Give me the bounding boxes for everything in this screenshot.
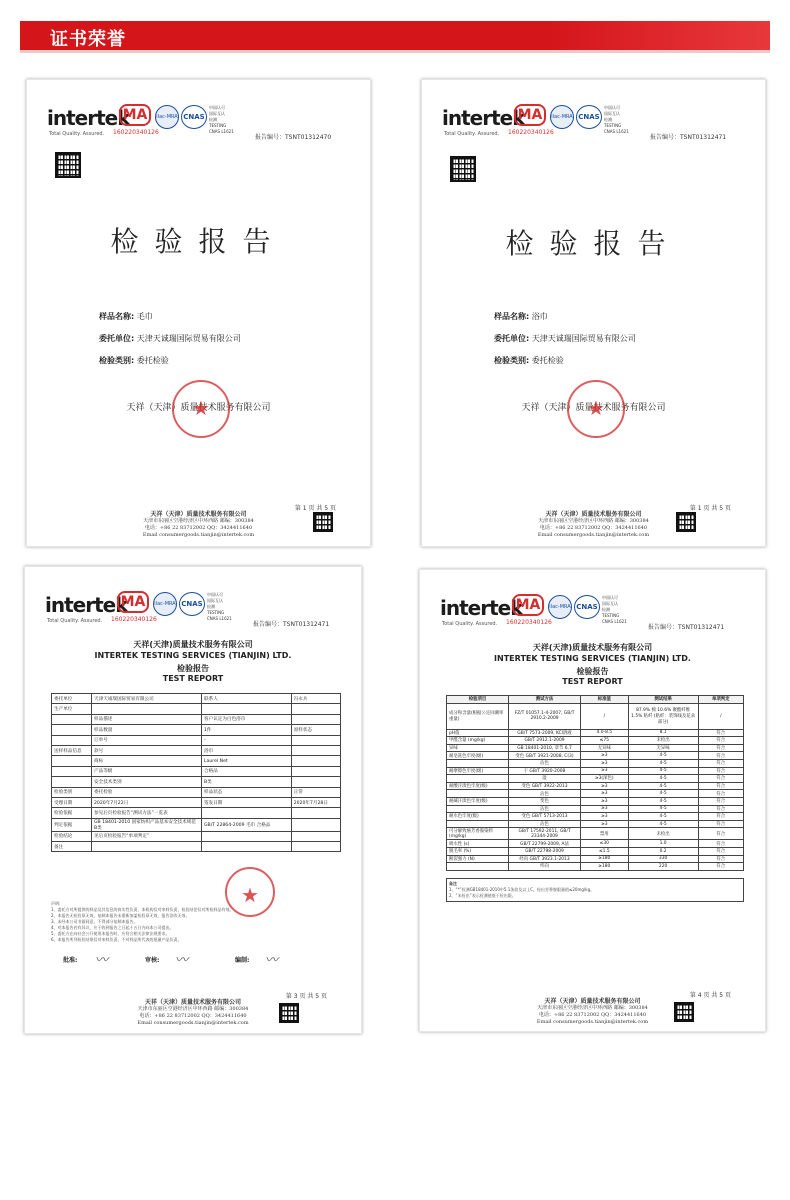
table-cell <box>447 775 509 783</box>
table-row <box>447 782 744 790</box>
table-cell: 330 <box>628 855 698 863</box>
editor-label: 编制: <box>235 957 250 964</box>
table-cell: GB 18401-2010 国家纺织产品基本安全技术规范 B类 <box>92 818 202 831</box>
table-cell: 委托检验 <box>92 787 202 797</box>
table-cell: 无异味 <box>581 744 629 752</box>
table-cell <box>202 831 292 841</box>
issuer-company: 天祥（天津）质量技术服务有限公司 <box>126 403 271 413</box>
table-cell: 成分和含量(根据公定回潮率重量) <box>447 703 509 729</box>
table-cell: 符合 <box>698 737 743 745</box>
table-row <box>447 775 744 783</box>
table-cell: 耐酸汗渍色牢度(级) <box>447 782 509 790</box>
table-row <box>52 842 341 852</box>
table-cell: 客户认定为白色浴巾 <box>202 714 292 724</box>
ma-number: 160220340126 <box>111 616 157 623</box>
table-cell: 脱毛率 (%) <box>447 847 509 855</box>
table-cell <box>92 842 202 852</box>
table-cell: 耐碱汗渍色牢度(级) <box>447 797 509 805</box>
ma-mark-icon: MA <box>119 104 151 126</box>
report-footer: 天祥（天津）质量技术服务有限公司 天津市东丽区空港经济区中环西路 邮编：300384 电话：+86 22 83712002 QQ：3424411640 Email consumergoods.tianjin@intertek.com <box>536 998 649 1025</box>
table-cell: 沾色 <box>509 820 581 828</box>
intertek-tagline: Total Quality. Assured. <box>444 131 500 137</box>
table-cell: 合格品 <box>202 766 292 776</box>
test-results-table <box>446 695 744 871</box>
table-cell: 可分解致癌芳香胺染料(mg/kg) <box>447 828 509 840</box>
table-row <box>447 847 744 855</box>
table-cell: 无异味 <box>628 744 698 752</box>
ilac-mra-icon: ilac-MRA <box>155 105 179 129</box>
table-cell: 符合 <box>698 797 743 805</box>
editor-signature: 〰︎ <box>265 953 279 968</box>
table-cell: ≥3 <box>581 759 629 767</box>
table-cell: ≥3 <box>581 805 629 813</box>
footer-qr-icon <box>313 512 333 532</box>
report-title: 检验报告 <box>505 227 682 260</box>
table-row <box>52 787 341 797</box>
table-cell <box>52 725 92 735</box>
table-cell: 纬向 <box>509 863 581 871</box>
cover-fields: 样品名称: 浴巾 委托单位: 天津天诚瑞国际贸易有限公司 检验类别: 委托检验 <box>494 312 636 365</box>
table-row <box>52 694 341 704</box>
table-cell: ≤75 <box>581 737 629 745</box>
test-type: 委托检验 <box>531 356 564 365</box>
table-cell: GB/T 7573-2009, KCl溶液 <box>509 729 581 737</box>
table-cell: 沾色 <box>509 759 581 767</box>
table-cell: 符合 <box>698 820 743 828</box>
table-cell: 未检出 <box>628 737 698 745</box>
table-cell: 2020年7月22日 <box>92 797 202 807</box>
report-header-logos <box>440 592 740 632</box>
cnas-icon: CNAS <box>574 595 600 619</box>
table-row <box>52 797 341 807</box>
intertek-logo: intertek <box>442 106 525 130</box>
table-cell <box>291 745 340 755</box>
client-name: 天津天诚瑞国际贸易有限公司 <box>136 334 241 343</box>
table-cell: ≥180 <box>581 855 629 863</box>
table-cell: GB/T 22799-2009, A法 <box>509 840 581 848</box>
table-row <box>52 735 341 745</box>
table-cell <box>291 808 340 818</box>
report-footer: 天祥（天津）质量技术服务有限公司 天津市东丽区空港经济区中环西路 邮编：300384 电话：+86 22 83712002 QQ：3424411640 Email consumergoods.tianjin@intertek.com <box>537 511 650 538</box>
report-company-en: INTERTEK TESTING SERVICES (TIANJIN) LTD. <box>94 651 292 660</box>
table-cell: 4-5 <box>628 805 698 813</box>
table-cell: 符合 <box>698 813 743 821</box>
footer-qr-icon <box>676 512 696 532</box>
table-row <box>52 756 341 766</box>
table-cell: ≤1.5 <box>581 847 629 855</box>
qr-code-icon <box>55 152 81 178</box>
table-cell <box>52 714 92 724</box>
table-cell: 见后页检验报告“单项判定” <box>92 831 202 841</box>
table-cell: 正常 <box>291 787 340 797</box>
company-seal-icon <box>172 380 230 438</box>
report-title-cn: 检验报告 <box>576 667 609 676</box>
table-cell: ≥3 <box>581 782 629 790</box>
table-cell: GB 18401-2010, 章节 6.7 <box>509 744 581 752</box>
table-row <box>52 766 341 776</box>
table-row <box>52 714 341 724</box>
table-cell: 冯永兵 <box>291 694 340 704</box>
table-cell: GB/T 2912.1-2009 <box>509 737 581 745</box>
report-company-en: INTERTEK TESTING SERVICES (TIANJIN) LTD. <box>494 654 691 663</box>
table-cell: 经向 GB/T 3923.1-2013 <box>509 855 581 863</box>
table-row <box>52 725 341 735</box>
table-row <box>447 703 744 729</box>
test-type: 委托检验 <box>136 356 169 365</box>
table-cell: 变色 <box>509 797 581 805</box>
table-cell: 符合 <box>698 805 743 813</box>
table-cell: 符合 <box>698 863 743 871</box>
table-row <box>447 820 744 828</box>
table-cell <box>447 863 509 871</box>
table-cell <box>52 766 92 776</box>
table-cell: 符合 <box>698 759 743 767</box>
certificate-cover-towel[interactable] <box>26 79 371 547</box>
table-cell: 原样状态 <box>291 725 340 735</box>
table-cell: ≥3 <box>581 820 629 828</box>
table-cell <box>52 777 92 787</box>
cnas-icon: CNAS <box>576 105 602 129</box>
table-row <box>447 752 744 760</box>
table-cell: 符合 <box>698 855 743 863</box>
table-cell <box>291 818 340 831</box>
table-row <box>447 840 744 848</box>
table-cell: 4-5 <box>628 797 698 805</box>
table-cell: GB/T 17592-2011, GB/T 23344-2009 <box>509 828 581 840</box>
cnas-icon: CNAS <box>181 105 207 129</box>
table-cell: ≥3 <box>581 797 629 805</box>
table-cell: ≥3 <box>581 752 629 760</box>
table-cell: 断裂强力 (N) <box>447 855 509 863</box>
table-row <box>52 704 341 714</box>
table-cell: ≥3(深色) <box>581 775 629 783</box>
report-title-en: TEST REPORT <box>162 674 224 683</box>
results-remarks: 备注 1、“*”检测GB18401-2010中5.1条款及以上C，检出芳香胺限量值≤20mg/kg。 2、“未检出”表示检测值低于检出限。 <box>446 878 744 902</box>
table-cell: 送样样品信息 <box>52 745 92 755</box>
table-row <box>52 745 341 755</box>
report-company-cn: 天祥(天津)质量技术服务有限公司 <box>133 640 253 649</box>
table-cell: 4.0-8.5 <box>581 729 629 737</box>
cover-fields: 样品名称: 毛巾 委托单位: 天津天诚瑞国际贸易有限公司 检验类别: 委托检验 <box>99 312 241 365</box>
table-cell: 变色 GB/T 5713-2013 <box>509 813 581 821</box>
table-row <box>52 777 341 787</box>
table-cell: 判定依据 <box>52 818 92 831</box>
table-cell: pH值 <box>447 729 509 737</box>
table-cell: 样品状态 <box>202 787 292 797</box>
table-cell: 受理日期 <box>52 797 92 807</box>
table-cell: 干 GB/T 3920-2008 <box>509 767 581 775</box>
table-row <box>447 813 744 821</box>
table-cell: 87.9% 棉 10.6% 聚酯纤维 1.5% 粘纤 (粘纤：装饰线及花朵部分) <box>628 703 698 729</box>
table-cell <box>291 831 340 841</box>
table-cell: 4-5 <box>628 813 698 821</box>
table-cell <box>202 704 292 714</box>
table-cell: 生产单位 <box>52 704 92 714</box>
table-cell: 检验依据 <box>52 808 92 818</box>
banner-title: 证书荣誉 <box>50 29 126 50</box>
ilac-mra-icon: ilac-MRA <box>550 105 574 129</box>
table-cell: 耐摩擦色牢度(级) <box>447 767 509 775</box>
report-header-logos <box>45 589 345 629</box>
ilac-mra-icon: ilac-MRA <box>548 595 572 619</box>
table-cell: 符合 <box>698 744 743 752</box>
table-cell: B类 <box>202 777 292 787</box>
table-cell: 样品描述 <box>92 714 202 724</box>
table-cell <box>52 756 92 766</box>
table-row <box>447 828 744 840</box>
table-cell: ≥3 <box>581 790 629 798</box>
table-header-cell: 测试结果 <box>628 696 698 704</box>
table-cell: 商标 <box>92 756 202 766</box>
table-header-cell: 测试方法 <box>509 696 581 704</box>
table-cell: 符合 <box>698 840 743 848</box>
table-row <box>447 744 744 752</box>
table-cell: 0.2 <box>628 847 698 855</box>
table-cell: 联系人 <box>202 694 292 704</box>
table-cell <box>291 735 340 745</box>
report-number: 报告编号：TSNT01312471 <box>253 621 330 628</box>
table-cell <box>52 735 92 745</box>
table-row <box>447 767 744 775</box>
intertek-logo: intertek <box>45 593 128 617</box>
table-cell <box>447 820 509 828</box>
footer-qr-icon <box>279 1003 299 1023</box>
table-cell: ≥3 <box>581 813 629 821</box>
table-cell <box>202 808 292 818</box>
cnas-text: 中国认可 国际互认 检测 TESTING CNAS L1621 <box>602 595 627 624</box>
page-number: 第 4 页 共 5 页 <box>689 992 731 999</box>
company-seal-icon <box>567 380 625 438</box>
table-row <box>447 759 744 767</box>
sample-name: 浴巾 <box>531 312 548 321</box>
table-row <box>447 863 744 871</box>
report-number: 报告编号：TSNT01312471 <box>650 134 727 141</box>
table-cell: 产品等级 <box>92 766 202 776</box>
ma-mark-icon: MA <box>512 594 544 616</box>
table-cell: 4-5 <box>628 820 698 828</box>
table-cell: Laurel Net <box>202 756 292 766</box>
report-title-en: TEST REPORT <box>562 677 623 686</box>
intertek-logo: intertek <box>47 106 130 130</box>
table-cell: 2020年7月28日 <box>291 797 340 807</box>
table-cell: 湿 <box>509 775 581 783</box>
table-header-row <box>447 696 744 704</box>
test-report-results-page[interactable] <box>419 569 766 1032</box>
table-row <box>447 729 744 737</box>
table-cell: 符合 <box>698 775 743 783</box>
table-cell: ≥3 <box>581 767 629 775</box>
test-report-info-page[interactable] <box>24 566 362 1034</box>
table-cell: ≥180 <box>581 863 629 871</box>
table-cell <box>291 714 340 724</box>
table-cell: 浴巾 <box>202 745 292 755</box>
intertek-logo: intertek <box>440 596 523 620</box>
reviewer-label: 审核: <box>145 957 160 964</box>
statement-notes: 声明: 1、委托方对所提供的样品及其信息的真实性负责，本机构仅对来样负责，检验结论仅对所检样品有效。 2、本报告无检验章无效，复制本报告未重新加盖检验章无效，报告涂改无效。 3、未经本公司书面同意，不得部分复制本报告。 4、对本报告若有异议，应于收到报告之日起十五日内向本公司提出。 5、委托方在向社会公开使用本报告时，应符合相关法律法规要求。 6、本报告所列检验结果仅对来样负责，不对样品所代表的批量产品负责。 <box>51 901 234 942</box>
table-cell: 变色 GB/T 3922-2013 <box>509 782 581 790</box>
table-cell <box>291 756 340 766</box>
table-cell: 吸水性 (s) <box>447 840 509 848</box>
footer-qr-icon <box>674 1002 694 1022</box>
page-number: 第 1 页 共 5 页 <box>689 505 731 512</box>
report-footer: 天祥（天津）质量技术服务有限公司 天津市东丽区空港经济区中环西路 邮编：300384 电话：+86 22 83712002 QQ：3424411640 Email consumergoods.tianjin@intertek.com <box>137 999 249 1026</box>
table-row <box>52 808 341 818</box>
table-cell: 样品数量 <box>92 725 202 735</box>
table-cell: ≤30 <box>581 840 629 848</box>
cnas-text: 中国认可 国际互认 检测 TESTING CNAS L1621 <box>209 105 234 134</box>
table-cell: 甲醛含量 (mg/kg) <box>447 737 509 745</box>
certificate-cover-bath-towel[interactable] <box>421 79 766 547</box>
table-cell: 1.0 <box>628 840 698 848</box>
report-header-logos <box>47 102 347 142</box>
table-cell: 4-5 <box>628 790 698 798</box>
table-cell <box>291 704 340 714</box>
table-cell: 符合 <box>698 767 743 775</box>
page-number: 第 3 页 共 5 页 <box>285 993 327 1000</box>
table-cell: 符合 <box>698 790 743 798</box>
page-number: 第 1 页 共 5 页 <box>294 505 336 512</box>
table-cell: 符合 <box>698 847 743 855</box>
ilac-mra-icon: ilac-MRA <box>153 592 177 616</box>
table-cell: 款号 <box>92 745 202 755</box>
table-cell: 1件 <box>202 725 292 735</box>
ma-number: 160220340126 <box>506 619 552 626</box>
client-name: 天津天诚瑞国际贸易有限公司 <box>531 334 636 343</box>
table-cell: 8.1 <box>628 729 698 737</box>
cnas-text: 中国认可 国际互认 检测 TESTING CNAS L1621 <box>604 105 629 134</box>
reviewer-signature: 〰︎ <box>175 953 189 968</box>
table-cell: 耐水色牢度(级) <box>447 813 509 821</box>
table-cell: / <box>698 703 743 729</box>
table-cell: 4-5 <box>628 752 698 760</box>
intertek-tagline: Total Quality. Assured. <box>442 621 498 627</box>
table-cell: / <box>581 703 629 729</box>
report-title: 检验报告 <box>110 225 287 258</box>
approver-signature: 〰︎ <box>95 953 109 968</box>
ma-number: 160220340126 <box>113 129 159 136</box>
table-cell: 符合 <box>698 828 743 840</box>
table-row <box>447 855 744 863</box>
report-title-cn: 检验报告 <box>177 664 209 673</box>
table-cell: 订单号 <box>92 735 202 745</box>
table-cell: - <box>202 735 292 745</box>
table-cell: 参见后页检验报告“测试方法”一览表 <box>92 808 202 818</box>
report-footer: 天祥（天津）质量技术服务有限公司 天津市东丽区空港经济区中环西路 邮编：300384 电话：+86 22 83712002 QQ：3424411640 Email consumergoods.tianjin@intertek.com <box>142 511 255 538</box>
approver-label: 批准: <box>63 957 78 964</box>
qr-code-icon <box>450 156 476 182</box>
table-header-cell: 检验项目 <box>447 696 509 704</box>
table-row <box>447 805 744 813</box>
table-cell <box>447 805 509 813</box>
table-cell: 耐皂洗色牢度(级) <box>447 752 509 760</box>
intertek-tagline: Total Quality. Assured. <box>49 131 105 137</box>
issuer-company: 天祥（天津）质量技术服务有限公司 <box>521 403 666 413</box>
report-number: 报告编号：TSNT01312470 <box>255 134 332 141</box>
cnas-text: 中国认可 国际互认 检测 TESTING CNAS L1621 <box>207 592 232 621</box>
table-cell: 4-5 <box>628 767 698 775</box>
section-banner <box>20 21 770 53</box>
sample-name: 毛巾 <box>136 312 153 321</box>
table-cell <box>92 704 202 714</box>
table-cell: 变色 GB/T 3921-2008, C(3) <box>509 752 581 760</box>
table-cell: GB/T 22864-2009 毛巾 合格品 <box>202 818 292 831</box>
table-cell: 委托单位 <box>52 694 92 704</box>
table-row <box>447 737 744 745</box>
table-cell <box>291 766 340 776</box>
table-cell: 4-5 <box>628 759 698 767</box>
table-row <box>52 818 341 831</box>
table-cell: 沾色 <box>509 790 581 798</box>
table-cell: 4-5 <box>628 782 698 790</box>
table-cell: 检验结论 <box>52 831 92 841</box>
table-cell <box>291 777 340 787</box>
table-header-cell: 单项判定 <box>698 696 743 704</box>
table-cell: 未检出 <box>628 828 698 840</box>
table-cell: 符合 <box>698 782 743 790</box>
table-cell: 220 <box>628 863 698 871</box>
table-cell: GB/T 22798-2009 <box>509 847 581 855</box>
ma-mark-icon: MA <box>117 591 149 613</box>
table-cell: 禁用 <box>581 828 629 840</box>
table-cell: 备注 <box>52 842 92 852</box>
table-cell <box>202 842 292 852</box>
table-cell <box>447 790 509 798</box>
cnas-icon: CNAS <box>179 592 205 616</box>
table-cell: 符合 <box>698 752 743 760</box>
report-header-logos <box>442 102 742 142</box>
table-cell: 签发日期 <box>202 797 292 807</box>
table-cell: 安全技术类别 <box>92 777 202 787</box>
table-cell: 天津天诚瑞国际贸易有限公司 <box>92 694 202 704</box>
report-number: 报告编号：TSNT01312471 <box>648 624 725 631</box>
sample-info-table <box>51 693 341 852</box>
table-cell: 检验类别 <box>52 787 92 797</box>
table-cell: 符合 <box>698 729 743 737</box>
table-row <box>52 831 341 841</box>
table-cell: 异味 <box>447 744 509 752</box>
report-company-cn: 天祥(天津)质量技术服务有限公司 <box>532 643 653 652</box>
table-cell: 沾色 <box>509 805 581 813</box>
ma-mark-icon: MA <box>514 104 546 126</box>
table-cell: 4-5 <box>628 775 698 783</box>
table-header-cell: 标准值 <box>581 696 629 704</box>
table-cell: FZ/T 01057.1-4-2007, GB/T 2910.2-2009 <box>509 703 581 729</box>
table-row <box>447 797 744 805</box>
table-row <box>447 790 744 798</box>
table-cell <box>291 842 340 852</box>
table-cell <box>447 759 509 767</box>
intertek-tagline: Total Quality. Assured. <box>47 618 103 624</box>
ma-number: 160220340126 <box>508 129 554 136</box>
